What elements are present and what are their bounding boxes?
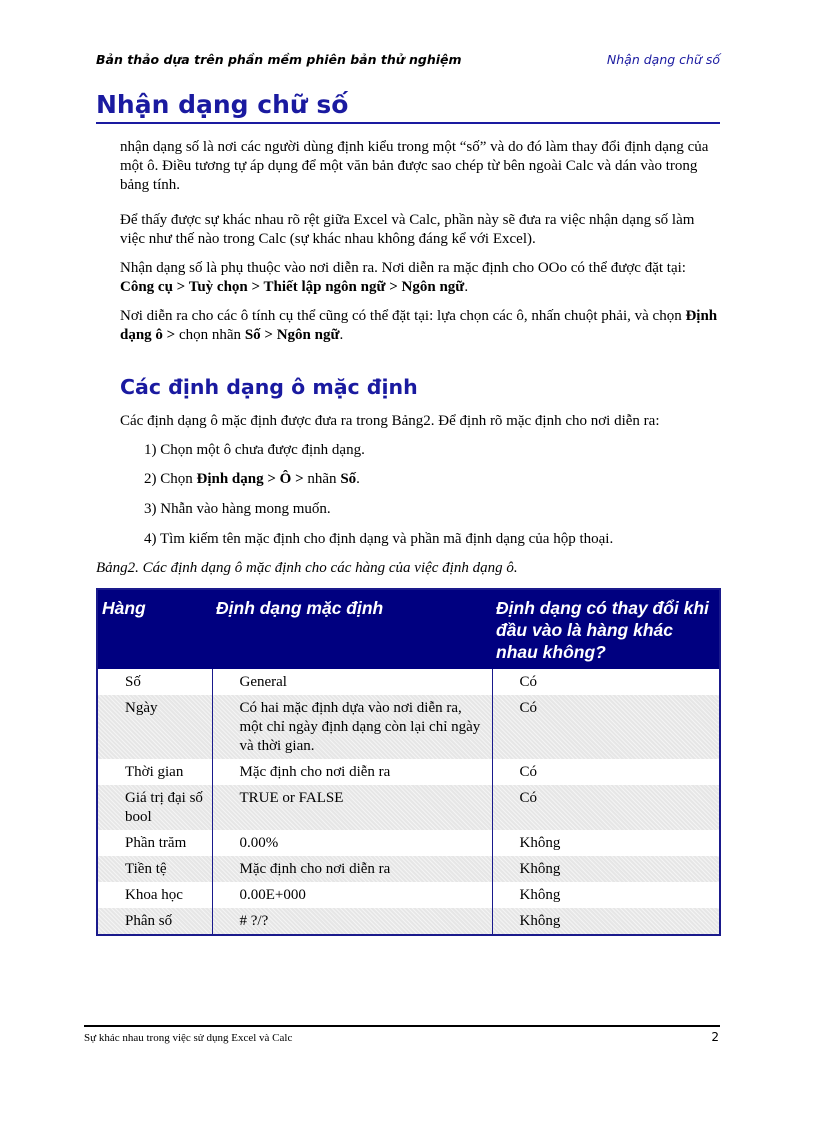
header-category: Hàng xyxy=(97,589,212,669)
table-row xyxy=(97,830,720,856)
cell-changes: Không xyxy=(492,882,720,908)
cell-category: Ngày xyxy=(97,695,212,759)
paragraph-3 xyxy=(120,259,720,297)
title-underline xyxy=(96,122,720,124)
cell-category: Phần trăm xyxy=(125,835,187,851)
cell-changes: Có xyxy=(492,669,720,695)
section-heading: Các định dạng ô mặc định xyxy=(120,375,418,399)
step-4: 4) Tìm kiếm tên mặc định cho định dạng và phần mã định dạng của hộp thoại. xyxy=(144,531,614,547)
cell-default-format: Mặc định cho nơi diễn ra xyxy=(212,759,492,785)
table-row xyxy=(97,669,720,695)
cell-default-format: Mặc định cho nơi diễn ra xyxy=(212,856,492,882)
cell-default-format: 0.00% xyxy=(212,830,492,856)
cell-default-format: General xyxy=(212,669,492,695)
header-left-text: Bản thảo dựa trên phần mềm phiên bản thử nghiệm xyxy=(96,52,462,67)
cell-default-format: # ?/? xyxy=(212,908,492,935)
table-row xyxy=(97,856,720,882)
paragraph-3-text: Nhận dạng số là phụ thuộc vào nơi diễn ra. Nơi diễn ra mặc định cho OOo có thể được đặt tại: xyxy=(120,260,686,276)
cell-default-format: TRUE or FALSE xyxy=(212,785,492,830)
table-header-row xyxy=(97,589,720,669)
cell-category: Số xyxy=(125,674,141,690)
table-row xyxy=(97,908,720,935)
page-header xyxy=(96,52,720,70)
cell-changes: Không xyxy=(492,830,720,856)
step-3: 3) Nhẫn vào hàng mong muốn. xyxy=(144,501,331,517)
cell-changes: Có xyxy=(492,759,720,785)
cell-default-format: 0.00E+000 xyxy=(212,882,492,908)
menu-path-number-language: Số > Ngôn ngữ xyxy=(244,327,340,343)
step-2-tab-name: Số xyxy=(340,471,357,487)
footer-text: Sự khác nhau trong việc sử dụng Excel và Calc xyxy=(84,1032,293,1044)
cell-category: Tiền tệ xyxy=(97,856,212,882)
page-title: Nhận dạng chữ số xyxy=(96,90,349,119)
step-2 xyxy=(144,470,724,489)
cell-changes: Không xyxy=(492,856,720,882)
header-format-changes: Định dạng có thay đổi khi đầu vào là hàng khác nhau không? xyxy=(492,589,720,669)
page-number: 2 xyxy=(711,1030,719,1044)
table-row xyxy=(97,785,720,830)
cell-category: Khoa học xyxy=(125,887,183,903)
step-2-pre: 2) Chọn xyxy=(144,471,197,487)
step-1: 1) Chọn một ô chưa được định dạng. xyxy=(144,442,365,458)
header-right-text: Nhận dạng chữ số xyxy=(606,52,720,67)
paragraph-2: Để thấy được sự khác nhau rõ rệt giữa Excel và Calc, phần này sẽ đưa ra việc nhận dạng số làm việc như thế nào trong Calc (sự khác nhau không đáng kể với Excel). xyxy=(120,212,695,247)
paragraph-1: nhận dạng số là nơi các người dùng định kiểu trong một “số” và do đó làm thay đổi định dạng của một ô. Điều tương tự áp dụng để một văn bản được sao chép từ bên ngoài Calc và dán vào trong bảng tính. xyxy=(120,139,709,193)
paragraph-4-end: . xyxy=(339,327,344,343)
step-2-end: . xyxy=(356,471,360,487)
table-row xyxy=(97,759,720,785)
cell-changes: Không xyxy=(492,908,720,935)
table-caption: Bảng2. Các định dạng ô mặc định cho các hàng của việc định dạng ô. xyxy=(96,560,518,576)
cell-changes: Có xyxy=(492,695,720,759)
cell-default-format: Có hai mặc định dựa vào nơi diễn ra, một chỉ ngày định dạng còn lại chỉ ngày và thời gian. xyxy=(212,695,492,759)
table-row xyxy=(97,882,720,908)
menu-path-language: Công cụ > Tuỳ chọn > Thiết lập ngôn ngữ > Ngôn ngữ xyxy=(120,279,465,295)
footer-rule xyxy=(84,1025,720,1027)
paragraph-4-text: Nơi diễn ra cho các ô tính cụ thể cũng có thể đặt tại: lựa chọn các ô, nhấn chuột phải, và chọn xyxy=(120,308,686,324)
table-row xyxy=(97,695,720,759)
paragraph-3-end: . xyxy=(464,279,469,295)
cell-category: Phân số xyxy=(97,908,212,935)
paragraph-4 xyxy=(120,307,720,345)
cell-category: Thời gian xyxy=(125,764,184,780)
section-intro: Các định dạng ô mặc định được đưa ra trong Bảng2. Để định rõ mặc định cho nơi diễn ra: xyxy=(120,413,660,429)
header-default-format: Định dạng mặc định xyxy=(212,589,492,669)
step-2-mid: nhãn xyxy=(303,471,341,487)
cell-changes: Có xyxy=(492,785,720,830)
paragraph-4-mid: chọn nhãn xyxy=(175,327,245,343)
menu-path-format-cells: Định dạng ô > xyxy=(120,308,718,343)
step-2-menu-path: Định dạng > Ô > xyxy=(196,471,304,487)
default-formats-table xyxy=(96,588,721,936)
cell-category: Giá trị đại số bool xyxy=(97,785,212,830)
